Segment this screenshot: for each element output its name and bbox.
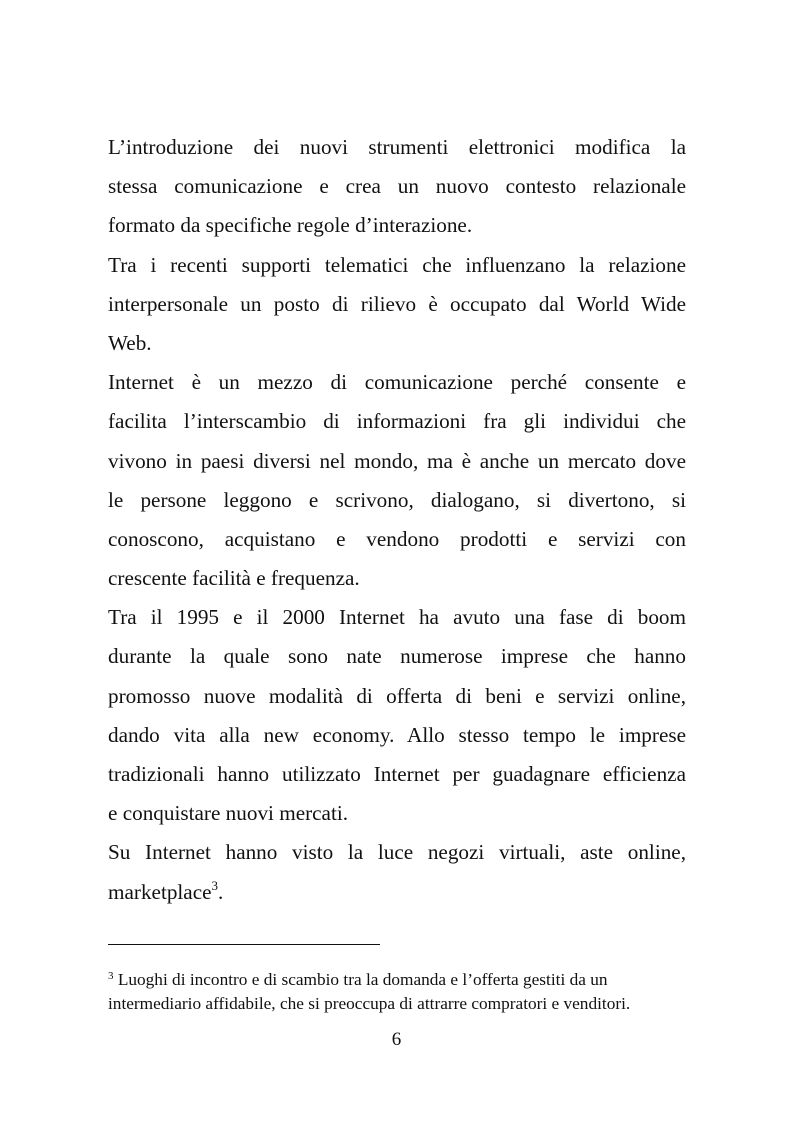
text-line: tradizionali hanno utilizzato Internet per guadagnare efficienza <box>108 762 686 786</box>
footnote-marker: 3 <box>108 970 114 982</box>
footnote-reference[interactable]: 3 <box>211 877 219 893</box>
text-fragment: marketplace <box>108 879 212 904</box>
text-line: le persone leggono e scrivono, dialogano, si divertono, si <box>108 487 686 512</box>
text-line: Tra il 1995 e il 2000 Internet ha avuto una fase di boom <box>108 605 686 630</box>
footnote-separator <box>108 944 380 945</box>
footnote-line <box>108 968 683 992</box>
footnote-line: intermediario affidabile, che si preoccupa di attrarre compratori e venditori. <box>108 994 631 1013</box>
text-fragment: . <box>218 879 224 904</box>
text-line: conoscono, acquistano e vendono prodotti e servizi con <box>108 526 686 551</box>
text-line: e conquistare nuovi mercati. <box>108 801 349 826</box>
text-line: facilita l’interscambio di informazioni fra gli individui che <box>108 409 686 434</box>
text-line: promosso nuove modalità di offerta di beni e servizi online, <box>108 683 686 708</box>
main-text <box>108 128 686 912</box>
text-line: L’introduzione dei nuovi strumenti elettronici modifica la <box>108 135 686 159</box>
text-line: Internet è un mezzo di comunicazione perché consente e <box>108 370 686 395</box>
text-line: interpersonale un posto di rilievo è occupato dal World Wide <box>108 291 686 316</box>
footnote-text: Luoghi di incontro e di scambio tra la domanda e l’offerta gestiti da un <box>113 970 608 989</box>
text-line: crescente facilità e frequenza. <box>108 566 360 591</box>
text-line: Su Internet hanno visto la luce negozi virtuali, aste online, <box>108 840 686 865</box>
footnote <box>108 968 683 1016</box>
text-line: durante la quale sono nate numerose imprese che hanno <box>108 644 686 669</box>
text-line: formato da specifiche regole d’interazione. <box>108 213 473 238</box>
text-line: Tra i recenti supporti telematici che influenzano la relazione <box>108 252 686 277</box>
text-line: stessa comunicazione e crea un nuovo contesto relazionale <box>108 174 686 199</box>
text-line-with-footnote-ref <box>108 873 686 912</box>
page-number: 6 <box>391 1029 402 1050</box>
text-line: Web. <box>108 330 152 355</box>
text-line: vivono in paesi diversi nel mondo, ma è anche un mercato dove <box>108 448 686 473</box>
text-line: dando vita alla new economy. Allo stesso tempo le imprese <box>108 722 686 747</box>
